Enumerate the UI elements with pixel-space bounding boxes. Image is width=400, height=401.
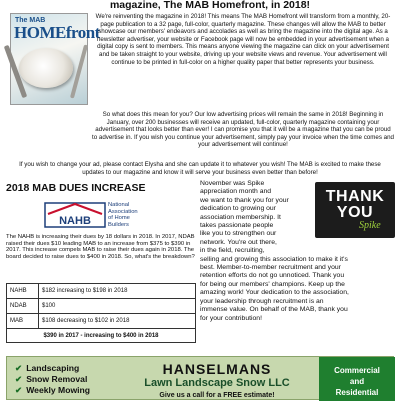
pricing-paragraph: So what does this mean for you? Our low advertising prices will remain the same in 2018! Beginning in January, over 200 businesses will receive an updated, full-color, quarterly magazine containing your advertisement that looks better than ever! I can promise you that it will be a magazine that you can be proud to advertise in. If you wish you continue your advertisement, simply pay your invoice when the time comes and your advertisement will continue! xyxy=(92,111,394,149)
text-line: for being our members' champions. Keep up the xyxy=(200,280,345,288)
text-line: your leadership through recruitment is an xyxy=(200,297,324,305)
text-line: November was Spike xyxy=(200,180,265,187)
checkmark-icon: ✔ xyxy=(15,363,23,373)
badge-line: and xyxy=(349,377,365,386)
knife-graphic xyxy=(70,44,88,98)
table-row xyxy=(7,284,196,299)
intro-paragraph: We're reinventing the magazine in 2018! This means The MAB Homefront will transform from a monthly, 20-page publication to a 32 page, full-color, quarterly magazine. These changes will allow the MAB to better showcase our members' endeavors and accolades as well as bring the magazine into the digital age. As a newsletter advertiser, your website or Facebook page will now be embedded in your advertisement when a digital copy is sent to members. This means anyone viewing the magazine can click on your advertisement and be taken straight to your website, driving up your website views and revenue. Your advertisement will continue to be printed in full-color on a higher quality paper that better represents your business. xyxy=(95,13,391,66)
table-row xyxy=(7,299,196,314)
table-cell-detail: $108 decreasing to $102 in 2018 xyxy=(39,314,196,329)
text-line: retention efforts do not go unnoticed. Thank you xyxy=(200,272,345,280)
table-cell-detail: $182 increasing to $198 in 2018 xyxy=(39,284,196,299)
nahb-name-line: Builders xyxy=(108,221,129,228)
dues-explanation: The NAHB is increasing their dues by 18 dollars in 2018. In 2017, NDAB raised their dues $10 leading MAB to an increase from $375 to $390 in 2017. This increase compels MAB to raise their dues again in 2018. The board decided to raise dues to $400 in 2018. So, what's the breakdown? xyxy=(6,234,195,261)
text-line: takes passionate people xyxy=(200,222,274,230)
text-line: dedication to growing our xyxy=(200,205,276,213)
nahb-full-name xyxy=(108,202,168,230)
table-total-cell: $390 in 2017 - increasing to $400 in 2018 xyxy=(7,329,196,343)
checkmark-icon: ✔ xyxy=(15,385,23,395)
service-label: Snow Removal xyxy=(26,374,88,384)
magazine-cover-image xyxy=(10,13,100,105)
ad-company-name: Lawn Landscape Snow LLC xyxy=(144,377,290,389)
thank-you-spike-badge xyxy=(315,182,395,238)
nahb-logo-text: NAHB xyxy=(59,215,91,227)
text-line: we want to thank you for your xyxy=(200,196,289,204)
hanselmans-advertisement[interactable] xyxy=(6,356,394,400)
text-line: like you to strengthen our xyxy=(200,230,277,238)
cover-title: HOMEfront xyxy=(14,23,100,42)
spike-signature: Spike xyxy=(359,220,381,231)
ad-brand-name: HANSELMANS xyxy=(162,361,272,377)
text-line: amazing work! Your dedication to the association, xyxy=(200,289,349,297)
text-line: network. You're out there, xyxy=(200,238,277,246)
badge-line: Commercial xyxy=(334,366,380,375)
table-cell-org: NDAB xyxy=(7,299,39,314)
service-item xyxy=(15,385,107,396)
service-label: Weekly Mowing xyxy=(26,385,91,395)
text-line: appreciation month and xyxy=(200,188,272,196)
text-line: selling and growing this association to make it it's xyxy=(200,255,348,263)
nahb-logo xyxy=(44,202,106,228)
text-line: best. Member-to-member recruitment and your xyxy=(200,264,341,272)
table-total-row xyxy=(7,329,196,343)
service-item xyxy=(15,363,107,374)
dues-section-title: 2018 MAB DUES INCREASE xyxy=(6,182,146,194)
contact-paragraph: If you wish to change your ad, please contact Elysha and she can update it to whatever you wish! The MAB is excited to make these updates to our magazine and know it will serve your business even better than before! xyxy=(19,161,381,176)
text-line: association membership. It xyxy=(200,213,281,221)
text-line: in the field, recruiting, xyxy=(200,247,265,255)
thank-you-line-1: THANK xyxy=(325,188,385,205)
text-line: for your contribution! xyxy=(200,314,262,322)
service-item xyxy=(15,374,107,385)
plate-graphic xyxy=(19,48,73,88)
commercial-residential-badge xyxy=(319,357,395,401)
table-cell-org: NAHB xyxy=(7,284,39,299)
badge-line: Residential xyxy=(335,388,379,397)
nahb-name-line: Association xyxy=(108,208,138,215)
services-list xyxy=(15,363,107,396)
dues-breakdown-table xyxy=(6,283,196,343)
nahb-name-line: National xyxy=(108,202,130,208)
ad-call-to-action: Give us a call for a FREE estimate! xyxy=(159,392,275,399)
table-cell-org: MAB xyxy=(7,314,39,329)
page-headline: magazine, The MAB Homefront, in 2018! xyxy=(109,0,311,11)
service-label: Landscaping xyxy=(26,363,80,373)
text-line: immense value. On behalf of the MAB, thank you xyxy=(200,306,348,314)
checkmark-icon: ✔ xyxy=(15,374,23,384)
thank-you-line-2: YOU xyxy=(336,204,374,221)
cover-top-label: The MAB xyxy=(15,17,46,24)
table-cell-detail: $100 xyxy=(39,299,196,314)
table-row xyxy=(7,314,196,329)
nahb-name-line: of Home xyxy=(108,215,130,222)
